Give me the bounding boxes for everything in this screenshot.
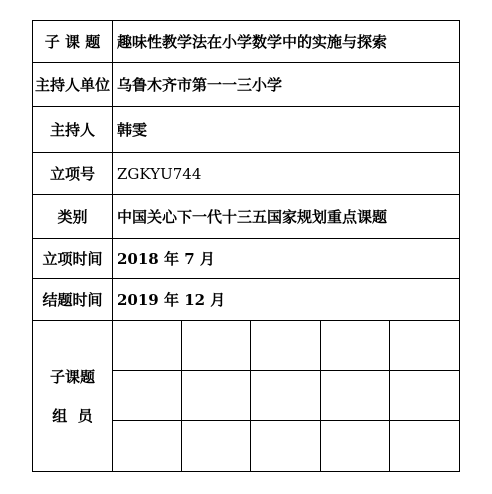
label-subtopic-line2: 组 员: [52, 407, 93, 425]
table-row-subtopic: [33, 21, 459, 63]
members-grid: [113, 321, 459, 471]
value-host-unit: 乌鲁木齐市第一一三小学: [117, 76, 283, 94]
member-cell: [390, 371, 459, 421]
member-cell: [251, 371, 320, 421]
member-cell: [321, 371, 390, 421]
member-cell: [182, 321, 251, 371]
member-cell: [113, 321, 182, 371]
value-subtopic-title: 趣味性教学法在小学数学中的实施与探索: [117, 33, 388, 51]
member-cell: [182, 371, 251, 421]
label-subtopic: 子 课 题: [33, 21, 113, 62]
value-approval-date: 2018 年 7 月: [117, 250, 215, 268]
member-cell: [251, 321, 320, 371]
value-completion-date: 2019 年 12 月: [117, 291, 226, 309]
label-completion-date: 结题时间: [33, 279, 113, 320]
label-approval-date: 立项时间: [33, 239, 113, 278]
member-cell: [182, 421, 251, 471]
table-row-approval-date: [33, 239, 459, 279]
label-host: 主持人: [33, 107, 113, 152]
member-cell: [321, 421, 390, 471]
member-cell: [390, 421, 459, 471]
label-subtopic-line1: 子课题: [49, 368, 95, 386]
label-project-number: 立项号: [33, 153, 113, 194]
value-category: 中国关心下一代十三五国家规划重点课题: [117, 208, 388, 226]
value-host: 韩雯: [117, 121, 148, 139]
label-host-unit: 主持人单位: [33, 63, 113, 106]
table-row-project-number: [33, 153, 459, 195]
table-row-completion-date: [33, 279, 459, 321]
member-cell: [251, 421, 320, 471]
member-cell: [113, 371, 182, 421]
member-cell: [321, 321, 390, 371]
project-info-table: [32, 20, 460, 472]
table-row-host-unit: [33, 63, 459, 107]
value-project-number: ZGKYU744: [117, 164, 202, 183]
label-category: 类别: [33, 195, 113, 238]
label-subtopic-members: [33, 321, 113, 471]
member-cell: [390, 321, 459, 371]
subtopic-members-section: [33, 321, 459, 471]
member-cell: [113, 421, 182, 471]
table-row-host: [33, 107, 459, 153]
table-row-category: [33, 195, 459, 239]
